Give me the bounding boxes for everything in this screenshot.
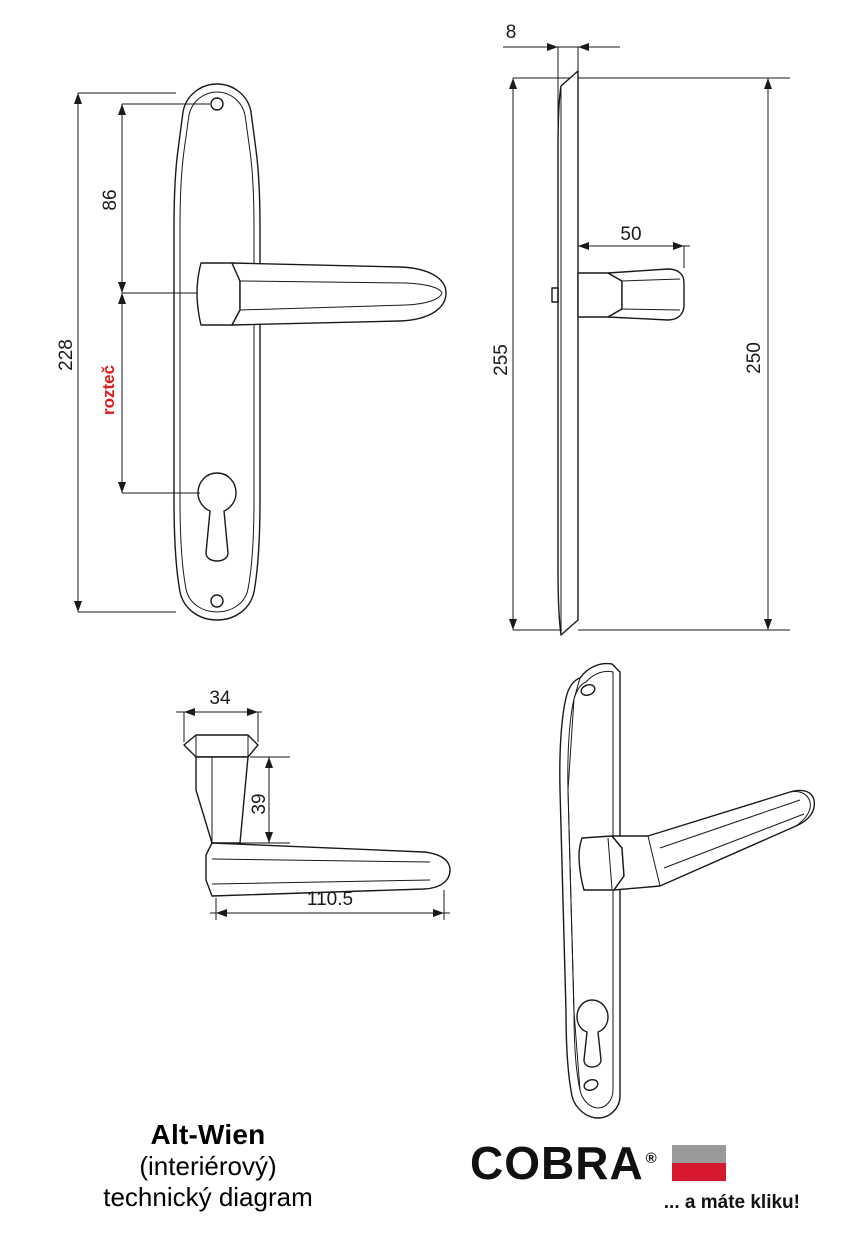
flag-bottom-stripe <box>672 1163 726 1181</box>
flag-top-stripe <box>672 1145 726 1163</box>
brand-logo <box>470 1137 830 1214</box>
logo-row <box>470 1137 830 1189</box>
flag-icon <box>672 1145 726 1181</box>
top-view <box>176 688 450 920</box>
drawing-type: technický diagram <box>103 1181 313 1212</box>
side-view <box>491 22 790 635</box>
dim-228 <box>74 93 176 612</box>
dim-50-label: 50 <box>620 224 642 245</box>
dim-255-label: 255 <box>491 344 512 376</box>
brand-name: COBRA <box>470 1137 644 1189</box>
dim-86-label: 86 <box>100 189 121 211</box>
dim-34-label: 34 <box>209 688 231 709</box>
registered-trademark-icon: ® <box>645 1149 658 1167</box>
dim-39-label: 39 <box>249 793 270 815</box>
product-variant: (interiérový) <box>139 1151 277 1182</box>
dim-250-label: 250 <box>744 342 765 374</box>
product-name: Alt-Wien <box>150 1119 266 1150</box>
dim-110-5-label: 110.5 <box>306 889 354 910</box>
dim-roztec-label: rozteč <box>99 364 118 416</box>
dim-50 <box>578 242 690 268</box>
front-view <box>56 84 446 620</box>
dim-228-label: 228 <box>56 339 77 371</box>
caption-block <box>18 1118 398 1212</box>
brand-slogan: ... a máte kliku! <box>663 1192 800 1213</box>
brand-wordmark <box>470 1137 658 1189</box>
perspective-view <box>560 664 815 1118</box>
dim-8-label: 8 <box>505 22 517 43</box>
